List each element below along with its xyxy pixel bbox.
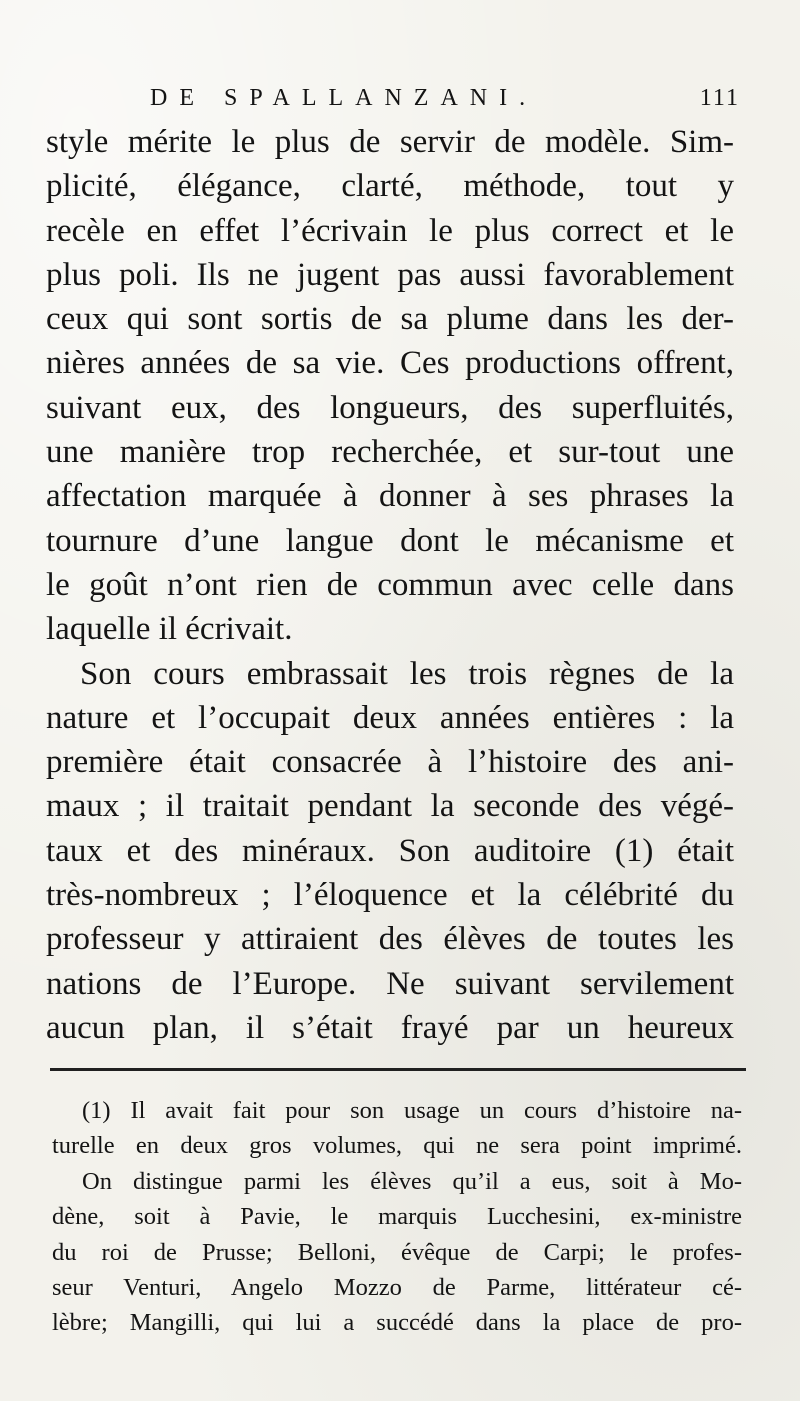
text-line: style mérite le plus de servir de modèle. Sim- (46, 124, 734, 160)
text-line: recèle en effet l’écrivain le plus correct et le (46, 212, 734, 249)
text-line: suivant eux, des longueurs, des superfluités, (46, 389, 734, 426)
footnote-divider (50, 1068, 746, 1071)
text-line: maux ; il traitait pendant la seconde des végé- (46, 788, 734, 825)
text-line: ceux qui sont sortis de sa plume dans les der- (46, 301, 734, 338)
footnote-line: lèbre; Mangilli, qui lui a succédé dans la place de pro- (52, 1309, 742, 1337)
main-text (46, 120, 734, 1050)
text-line: nature et l’occupait deux années entières : la (46, 699, 734, 736)
page-number: 111 (699, 85, 740, 111)
footnote (52, 1093, 742, 1341)
text-line: taux et des minéraux. Son auditoire (1) était (46, 832, 734, 869)
paragraph-end-line: laquelle il écrivait. (46, 611, 293, 648)
text-line: nières années de sa vie. Ces productions offrent, (46, 345, 734, 382)
running-header (150, 82, 740, 114)
footnote-line: (1) Il avait fait pour son usage un cours d’histoire na- (82, 1097, 742, 1124)
footnote-line: du roi de Prusse; Belloni, évêque de Carpi; le profes- (52, 1238, 742, 1266)
running-title: DE SPALLANZANI. (150, 85, 538, 111)
text-line: nations de l’Europe. Ne suivant servilement (46, 965, 734, 1002)
footnote-line: On distingue parmi les élèves qu’il a eus, soit à Mo- (82, 1167, 742, 1195)
text-line: affectation marquée à donner à ses phrases la (46, 478, 734, 515)
text-line: aucun plan, il s’était frayé par un heureux (46, 1009, 734, 1046)
text-line: une manière trop recherchée, et sur-tout une (46, 434, 734, 471)
text-line: le goût n’ont rien de commun avec celle dans (46, 566, 734, 603)
footnote-line: turelle en deux gros volumes, qui ne sera point imprimé. (52, 1132, 742, 1160)
text-line: première était consacrée à l’histoire des ani- (46, 744, 734, 781)
footnote-line: dène, soit à Pavie, le marquis Lucchesini, ex-ministre (52, 1203, 742, 1231)
text-line: professeur y attiraient des élèves de toutes les (46, 921, 734, 958)
footnote-line: seur Venturi, Angelo Mozzo de Parme, littérateur cé- (52, 1273, 742, 1301)
text-line: plicité, élégance, clarté, méthode, tout y (46, 168, 734, 205)
text-line: tournure d’une langue dont le mécanisme et (46, 522, 734, 559)
paragraph-start-line: Son cours embrassait les trois règnes de la (80, 655, 734, 692)
text-line: très-nombreux ; l’éloquence et la célébrité du (46, 877, 734, 914)
text-line: plus poli. Ils ne jugent pas aussi favorablement (46, 256, 734, 293)
